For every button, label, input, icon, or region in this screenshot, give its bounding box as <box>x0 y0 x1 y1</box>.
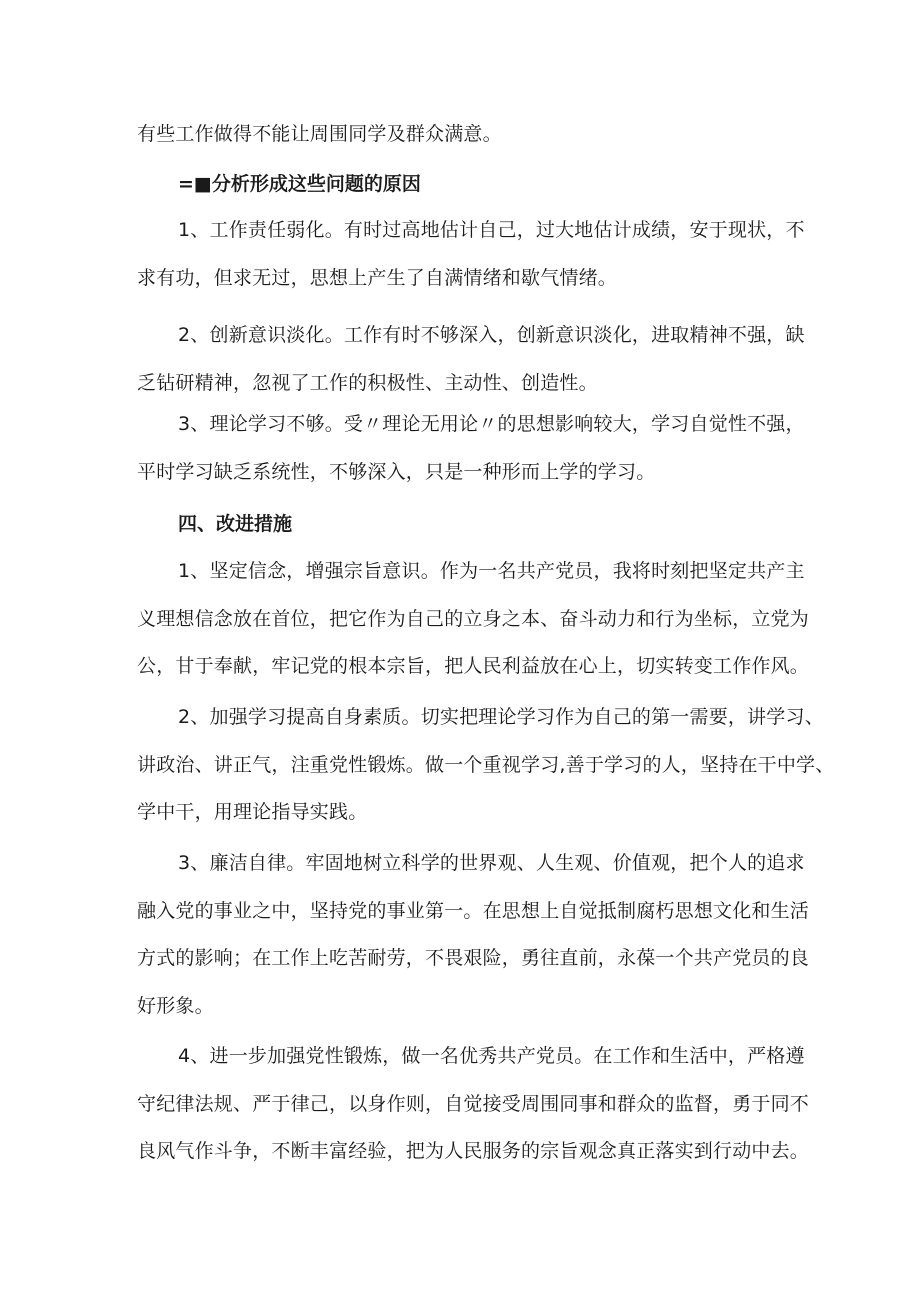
intro-paragraph <box>137 116 787 154</box>
paragraph-measure-4 <box>137 1038 810 1171</box>
text-line: 乏钻研精神，忽视了工作的积极性、主动性、创造性。 <box>137 371 598 394</box>
text-line: 公，甘于奉献，牢记党的根本宗旨，把人民利益放在心上，切实转变工作作风。 <box>137 655 810 677</box>
text-line: 4、进一步加强党性锻炼，做一名优秀共产党员。在工作和生活中，严格遵 <box>178 1045 805 1067</box>
text-line: 守纪律法规、严于律己，以身作则，自觉接受周围同事和群众的监督，勇于同不 <box>137 1092 810 1115</box>
text-line: 求有功，但求无过，思想上产生了自满情绪和歇气情绪。 <box>137 266 618 289</box>
text-line: 学中干，用理论指导实践。 <box>137 801 368 823</box>
paragraph-cause-3 <box>137 406 805 491</box>
paragraph-measure-1 <box>137 553 810 686</box>
text-line: 1、坚定信念，增强宗旨意识。作为一名共产党员，我将时刻把坚定共产主 <box>178 560 805 582</box>
text-line: 有些工作做得不能让周围同学及群众满意。 <box>137 123 502 145</box>
text-line: 方式的影响；在工作上吃苦耐劳，不畏艰险，勇往直前，永葆一个共产党员的良 <box>137 947 810 969</box>
paragraph-cause-1 <box>137 212 805 297</box>
text-line: 3、理论学习不够。受〃理论无用论〃的思想影响较大，学习自觉性不强， <box>178 413 805 435</box>
paragraph-measure-2 <box>137 699 835 832</box>
paragraph-measure-3 <box>137 845 810 1025</box>
text-line: 2、加强学习提高自身素质。切实把理论学习作为自己的第一需要，讲学习、 <box>178 706 824 728</box>
text-line: 2、创新意识淡化。工作有时不够深入，创新意识淡化，进取精神不强，缺 <box>178 324 805 346</box>
text-line: 3、廉洁自律。牢固地树立科学的世界观、人生观、价值观，把个人的追求 <box>178 852 805 874</box>
text-line: 良风气作斗争，不断丰富经验，把为人民服务的宗旨观念真正落实到行动中去。 <box>137 1140 810 1162</box>
text-line: 好形象。 <box>137 994 214 1017</box>
text-line: 义理想信念放在首位，把它作为自己的立身之本、奋斗动力和行为坐标，立党为 <box>137 607 810 630</box>
text-line: 融入党的事业之中，坚持党的事业第一。在思想上自觉抵制腐朽思想文化和生活 <box>137 899 810 922</box>
text-line: 平时学习缺乏系统性，不够深入，只是一种形而上学的学习。 <box>137 460 656 483</box>
section-heading-measures: 四、改进措施 <box>178 513 293 535</box>
section-heading-causes: =■分析形成这些问题的原因 <box>178 173 421 195</box>
text-line: 讲政治、讲正气，注重党性锻炼。做一个重视学习,善于学习的人，坚持在干中学、 <box>137 753 835 776</box>
text-line: 1、工作责任弱化。有时过高地估计自己，过大地估计成绩，安于现状，不 <box>178 219 805 241</box>
paragraph-cause-2 <box>137 317 805 402</box>
